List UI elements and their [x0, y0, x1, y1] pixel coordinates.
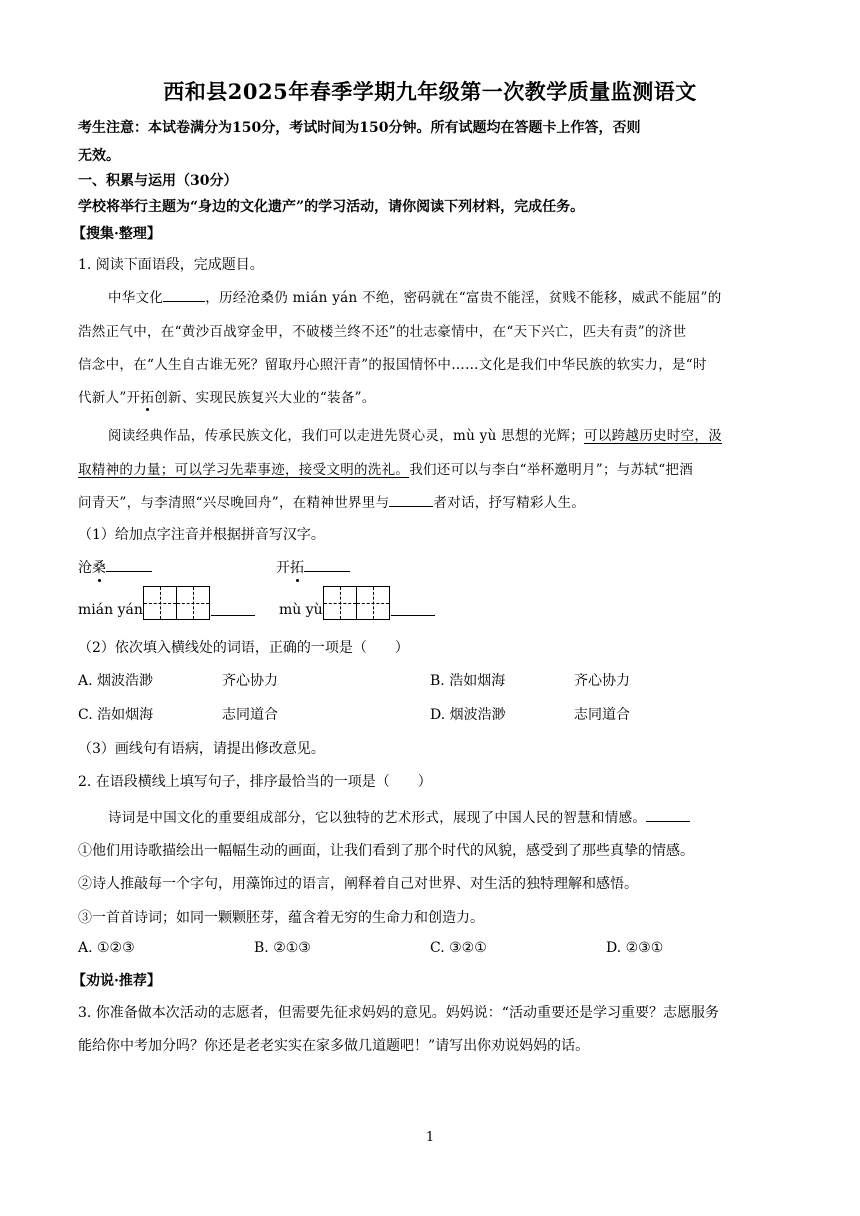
- option-b[interactable]: B. 浩如烟海: [430, 673, 506, 689]
- answer-blank-mianyan[interactable]: [211, 601, 255, 616]
- item-muyu: [279, 586, 435, 626]
- char-grid-3[interactable]: [323, 586, 357, 620]
- q2-stem: 2. 在语段横线上填写句子，排序最恰当的一项是（ ）: [78, 774, 432, 790]
- q1-p2-l3-b: 者对话，抒写精彩人生。: [433, 495, 586, 511]
- q2-paragraph: [108, 806, 690, 826]
- item-kaituo-a: 开: [276, 560, 290, 576]
- q1-p2-l3-a: 问青天”，与李清照“兴尽晚回舟”，在精神世界里与: [78, 495, 390, 511]
- q1-p2-line2: [78, 458, 693, 478]
- answer-blank-kaituo[interactable]: [304, 557, 350, 572]
- q1-p1-line3: 信念中，在“人生自古谁无死？留取丹心照汗青”的报国情怀中……文化是我们中华民族的软实力，是“时: [78, 357, 707, 373]
- page-title: 西和县2025年春季学期九年级第一次教学质量监测语文: [163, 79, 697, 104]
- q1-p2-l1-a: 阅读经典作品，传承民族文化，我们可以走进先贤心灵，mù yù 思想的光辉；: [108, 428, 584, 444]
- q1-p1-text-a: 中华文化: [108, 290, 164, 306]
- option-d[interactable]: D. 烟波浩渺: [430, 707, 506, 723]
- option-a[interactable]: A. 烟波浩渺: [78, 673, 154, 689]
- q2-paragraph-text: 诗词是中国文化的重要组成部分，它以独特的艺术形式，展现了中国人民的智慧和情感。: [108, 810, 647, 826]
- page-number: 1: [425, 1130, 435, 1145]
- option-c-word: 志同道合: [222, 707, 278, 723]
- q2-sentence-1: ①他们用诗歌描绘出一幅幅生动的画面，让我们看到了那个时代的风貌，感受到了那些真挚的情感。: [78, 843, 694, 859]
- dotted-char: 拓: [140, 386, 154, 406]
- q1-p1-l4-b: 创新、实现民族复兴大业的“装备”。: [154, 390, 376, 406]
- q1-p2-line1: [108, 424, 722, 444]
- q1-p1-line2: 浩然正气中，在“黄沙百战穿金甲，不破楼兰终不还”的壮志豪情中，在“天下兴亡，匹夫有责”的济世: [78, 324, 687, 340]
- fill-blank-3[interactable]: [646, 807, 690, 822]
- q2-option-b[interactable]: B. ②①③: [254, 940, 311, 956]
- q1-p1-text-b: ，历经沧桑仍 mián yán 不绝，密码就在“富贵不能淫，贫贱不能移，威武不能屈”的: [205, 290, 722, 306]
- pinyin-muyu: mù yù: [279, 602, 323, 618]
- q3-line-1: 3. 你准备做本次活动的志愿者，但需要先征求妈妈的意见。妈妈说：“活动重要还是学习重要？志愿服务: [78, 1005, 719, 1021]
- item-kaituo: [276, 557, 350, 577]
- q2-sentence-3: ③一首首诗词；如同一颗颗胚芽，蕴含着无穷的生命力和创造力。: [78, 910, 484, 926]
- q1-p1-line1: [108, 286, 722, 306]
- answer-blank-muyu[interactable]: [391, 601, 435, 616]
- q3-line-2: 能给你中考加分吗？你还是老老实实在家多做几道题吧！”请写出你劝说妈妈的话。: [78, 1038, 590, 1054]
- option-d-word: 志同道合: [574, 707, 630, 723]
- section-heading: 一、积累与运用（30分）: [78, 173, 238, 189]
- q1-sub2: （2）依次填入横线处的词语，正确的一项是（ ）: [78, 640, 409, 656]
- item-cangsang: [78, 557, 152, 577]
- option-c[interactable]: C. 浩如烟海: [78, 707, 154, 723]
- subsection-persuade: 【劝说·推荐】: [72, 973, 161, 989]
- pinyin-mianyan: mián yán: [78, 602, 143, 618]
- q2-sentence-2: ②诗人推敲每一个字句，用藻饰过的语言，阐释着自己对世界、对生活的独特理解和感悟。: [78, 876, 638, 892]
- answer-blank-cangsang[interactable]: [106, 557, 152, 572]
- char-grid-1[interactable]: [143, 586, 177, 620]
- q1-p1-line4: [78, 386, 376, 406]
- item-cangsang-a: 沧: [78, 560, 92, 576]
- q2-option-a[interactable]: A. ①②③: [78, 940, 135, 956]
- q1-p2-l2-b: 我们还可以与李白“举杯邀明月”；与苏轼“把酒: [409, 462, 694, 478]
- subsection-collect: 【搜集·整理】: [72, 226, 161, 242]
- dotted-char-sang: 桑: [92, 557, 106, 577]
- underlined-sentence-1: 可以跨越历史时空，汲: [584, 428, 722, 444]
- q2-option-d[interactable]: D. ②③①: [606, 940, 664, 956]
- q1-sub3: （3）画线句有语病，请提出修改意见。: [78, 741, 325, 757]
- item-mianyan: [78, 586, 255, 626]
- option-b-word: 齐心协力: [574, 673, 630, 689]
- char-grid-4[interactable]: [356, 586, 390, 620]
- dotted-char-tuo: 拓: [290, 557, 304, 577]
- q1-sub1: （1）给加点字注音并根据拼音写汉字。: [78, 527, 325, 543]
- option-a-word: 齐心协力: [222, 673, 278, 689]
- char-grid-2[interactable]: [176, 586, 210, 620]
- q1-p2-line3: [78, 491, 585, 511]
- q1-stem: 1. 阅读下面语段，完成题目。: [78, 257, 264, 273]
- q1-p1-l4-a: 代新人”开: [78, 390, 141, 406]
- notice-line-2: 无效。: [78, 148, 120, 164]
- section-intro: 学校将举行主题为“身边的文化遗产”的学习活动，请你阅读下列材料，完成任务。: [78, 199, 585, 215]
- fill-blank-2[interactable]: [389, 492, 433, 507]
- notice-line-1: 考生注意：本试卷满分为150分，考试时间为150分钟。所有试题均在答题卡上作答，否则: [78, 120, 641, 136]
- fill-blank-1[interactable]: [163, 287, 205, 302]
- underlined-sentence-2: 取精神的力量；可以学习先辈事迹，接受文明的洗礼。: [78, 462, 410, 478]
- q2-option-c[interactable]: C. ③②①: [430, 940, 487, 956]
